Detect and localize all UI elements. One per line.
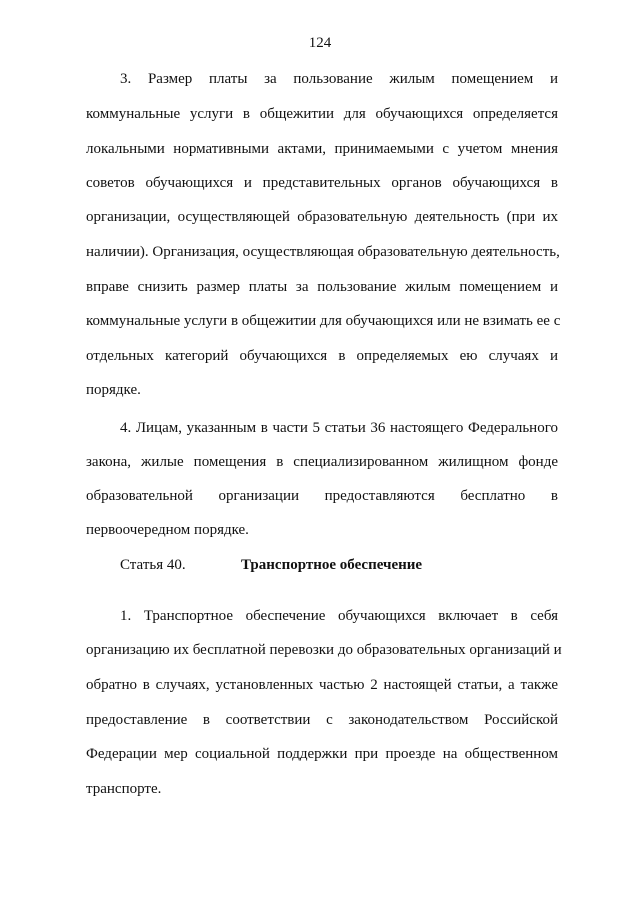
article-number: Статья 40. — [120, 557, 186, 573]
paragraph-line: транспорте. — [86, 781, 162, 797]
paragraph-line: 4. Лицам, указанным в части 5 статьи 36 настоящего Федерального — [120, 420, 558, 436]
paragraph-line: предоставление в соответствии с законодательством Российской — [86, 712, 558, 728]
article-title: Транспортное обеспечение — [241, 557, 423, 573]
paragraph-line: Федерации мер социальной поддержки при проезде на общественном — [86, 746, 558, 762]
paragraph-line: организацию их бесплатной перевозки до образовательных организаций и — [86, 642, 562, 658]
paragraph-line: 1. Транспортное обеспечение обучающихся включает в себя — [120, 608, 558, 624]
paragraph-line: отдельных категорий обучающихся в определяемых ею случаях и — [86, 348, 558, 364]
paragraph-line: 3. Размер платы за пользование жилым помещением и — [120, 71, 558, 87]
article-heading — [120, 555, 558, 575]
paragraph-line: вправе снизить размер платы за пользование жилым помещением и — [86, 279, 558, 295]
paragraph-line: локальными нормативными актами, принимаемыми с учетом мнения — [86, 141, 558, 157]
paragraph-line: образовательной организации предоставляются бесплатно в — [86, 488, 558, 504]
paragraph-line: обратно в случаях, установленных частью 2 настоящей статьи, а также — [86, 677, 558, 693]
paragraph-line: закона, жилые помещения в специализированном жилищном фонде — [86, 454, 558, 470]
paragraph-line: порядке. — [86, 382, 141, 398]
paragraph-line: коммунальные услуги в общежитии для обучающихся определяется — [86, 106, 558, 122]
paragraph-line: первоочередном порядке. — [86, 522, 249, 538]
page-number: 124 — [308, 35, 332, 51]
paragraph-line: организации, осуществляющей образовательную деятельность (при их — [86, 209, 558, 225]
paragraph-line: наличии). Организация, осуществляющая образовательную деятельность, — [86, 244, 560, 260]
paragraph-line: советов обучающихся и представительных органов обучающихся в — [86, 175, 558, 191]
paragraph-line: коммунальные услуги в общежитии для обучающихся или не взимать ее с — [86, 313, 561, 329]
